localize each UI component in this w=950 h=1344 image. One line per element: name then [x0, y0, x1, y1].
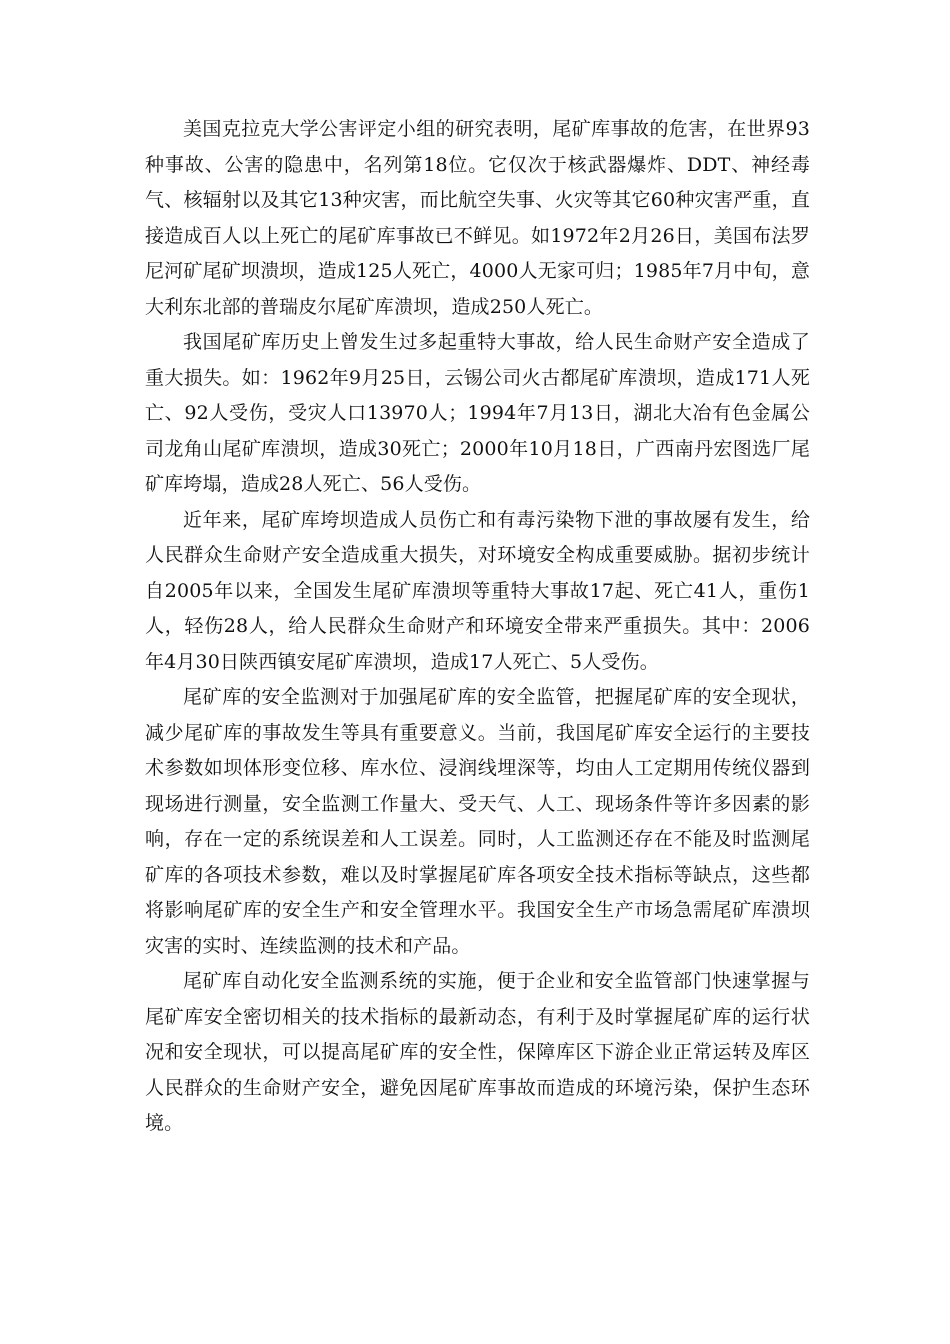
paragraph-domestic-history: 我国尾矿库历史上曾发生过多起重特大事故，给人民生命财产安全造成了重大损失。如：1962年9月25日，云锡公司火古都尾矿库溃坝，造成171人死亡、92人受伤，受灾人口13970人；1994年7月13日，湖北大冶有色金属公司龙角山尾矿库溃坝，造成30死亡；2000年10月18日，广西南丹宏图选厂尾矿库垮塌，造成28人死亡、56人受伤。	[145, 331, 810, 495]
document-body	[145, 112, 810, 1142]
paragraph-overseas-accidents: 美国克拉克大学公害评定小组的研究表明，尾矿库事故的危害，在世界93种事故、公害的隐患中，名列第18位。它仅次于核武器爆炸、DDT、神经毒气、核辐射以及其它13种灾害，而比航空失事、火灾等其它60种灾害严重，直接造成百人以上死亡的尾矿库事故已不鲜见。如1972年2月26日，美国布法罗尼河矿尾矿坝溃坝，造成125人死亡，4000人无家可归；1985年7月中旬，意大利东北部的普瑞皮尔尾矿库溃坝，造成250人死亡。	[145, 118, 810, 318]
paragraph-monitoring-importance: 尾矿库的安全监测对于加强尾矿库的安全监管，把握尾矿库的安全现状，减少尾矿库的事故发生等具有重要意义。当前，我国尾矿库安全运行的主要技术参数如坝体形变位移、库水位、浸润线埋深等，均由人工定期用传统仪器到现场进行测量，安全监测工作量大、受天气、人工、现场条件等许多因素的影响，存在一定的系统误差和人工误差。同时，人工监测还存在不能及时监测尾矿库的各项技术参数，难以及时掌握尾矿库各项安全技术指标等缺点，这些都将影响尾矿库的安全生产和安全管理水平。我国安全生产市场急需尾矿库溃坝灾害的实时、连续监测的技术和产品。	[145, 686, 810, 957]
paragraph-recent-statistics: 近年来，尾矿库垮坝造成人员伤亡和有毒污染物下泄的事故屡有发生，给人民群众生命财产安全造成重大损失，对环境安全构成重要威胁。据初步统计自2005年以来，全国发生尾矿库溃坝等重特大事故17起、死亡41人，重伤1人，轻伤28人，给人民群众生命财产和环境安全带来严重损失。其中：2006年4月30日陕西镇安尾矿库溃坝，造成17人死亡、5人受伤。	[145, 508, 810, 673]
paragraph-automation-benefits: 尾矿库自动化安全监测系统的实施，便于企业和安全监管部门快速掌握与尾矿库安全密切相关的技术指标的最新动态，有利于及时掌握尾矿库的运行状况和安全现状，可以提高尾矿库的安全性，保障库区下游企业正常运转及库区人民群众的生命财产安全，避免因尾矿库事故而造成的环境污染，保护生态环境。	[145, 970, 810, 1134]
